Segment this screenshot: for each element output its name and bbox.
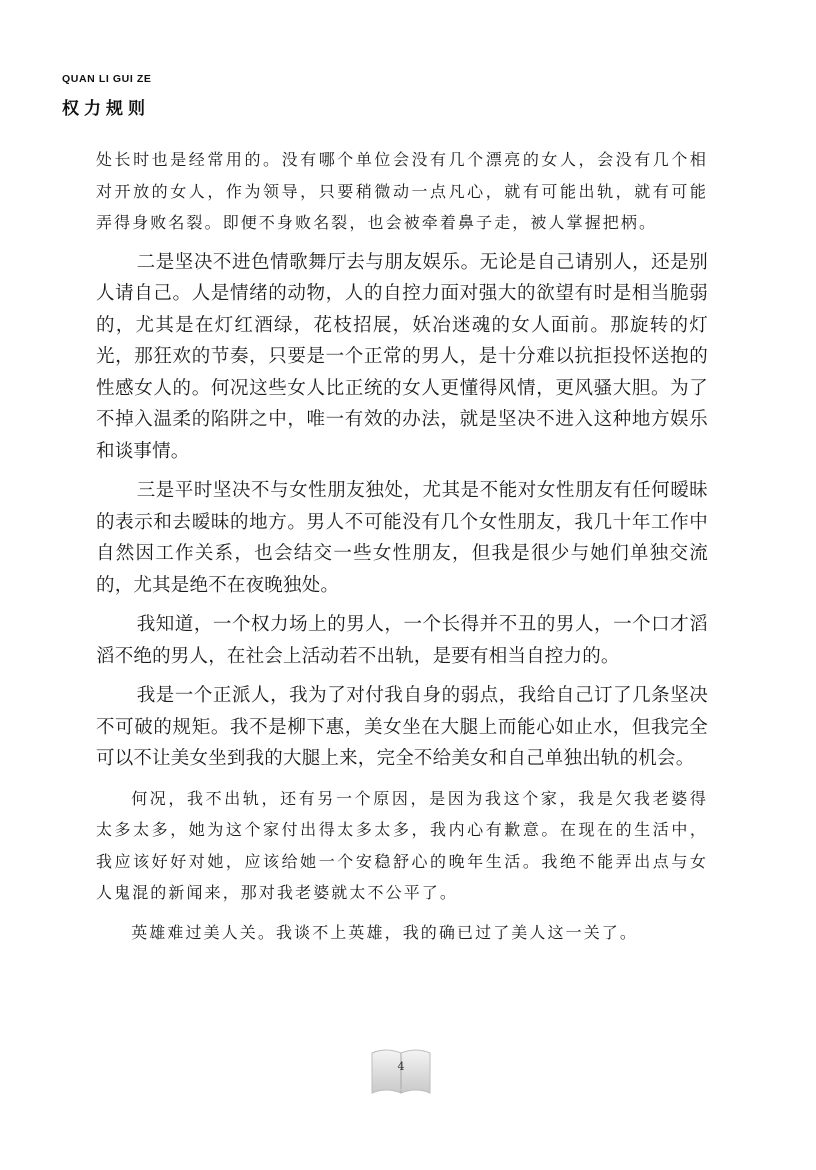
paragraph-7: 英雄难过美人关。我谈不上英雄，我的确已过了美人这一关了。: [131, 922, 638, 942]
paragraph-5: 我是一个正派人，我为了对付我自身的弱点，我给自己订了几条坚决不可破的规矩。我不是柳下惠，美女坐在大腿上而能心如止水，但我完全可以不让美女坐到我的大腿上来，完全不给美女和自己单独出轨的机会。: [96, 685, 708, 769]
paragraph-6: 何况，我不出轨，还有另一个原因，是因为我这个家，我是欠我老婆得太多太多，她为这个家付出得太多太多，我内心有歉意。在现在的生活中，我应该好好对她，应该给她一个安稳舒心的晚年生活。我绝不能弄出点与女人鬼混的新闻来，那对我老婆就太不公平了。: [96, 788, 708, 902]
paragraph-2: 二是坚决不进色情歌舞厅去与朋友娱乐。无论是自己请别人，还是别人请自己。人是情绪的动物，人的自控力面对强大的欲望有时是相当脆弱的，尤其是在灯红酒绿，花枝招展，妖冶迷魂的女人面前。那旋转的灯光，那狂欢的节奏，只要是一个正常的男人，是十分难以抗拒投怀送抱的性感女人的。何况这些女人比正统的女人更懂得风情，更风骚大胆。为了不掉入温柔的陷阱之中，唯一有效的办法，就是坚决不进入这种地方娱乐和谈事情。: [96, 251, 708, 462]
body-text: [96, 144, 708, 956]
page-number: 4: [397, 1060, 405, 1073]
running-header-pinyin: QUAN LI GUI ZE: [62, 73, 152, 85]
running-header-title: 权力规则: [62, 99, 150, 119]
paragraph-1: 处长时也是经常用的。没有哪个单位会没有几个漂亮的女人，会没有几个相对开放的女人，作为领导，只要稍微动一点凡心，就有可能出轨，就有可能弄得身败名裂。即便不身败名裂，也会被牵着鼻子走，被人掌握把柄。: [96, 150, 708, 232]
paragraph-4: 我知道，一个权力场上的男人，一个长得并不丑的男人，一个口才滔滔不绝的男人，在社会上活动若不出轨，是要有相当自控力的。: [96, 614, 708, 667]
paragraph-3: 三是平时坚决不与女性朋友独处，尤其是不能对女性朋友有任何暧昧的表示和去暧昧的地方。男人不可能没有几个女性朋友，我几十年工作中自然因工作关系，也会结交一些女性朋友，但我是很少与她们单独交流的，尤其是绝不在夜晚独处。: [96, 480, 708, 596]
page-footer: [368, 1043, 434, 1099]
